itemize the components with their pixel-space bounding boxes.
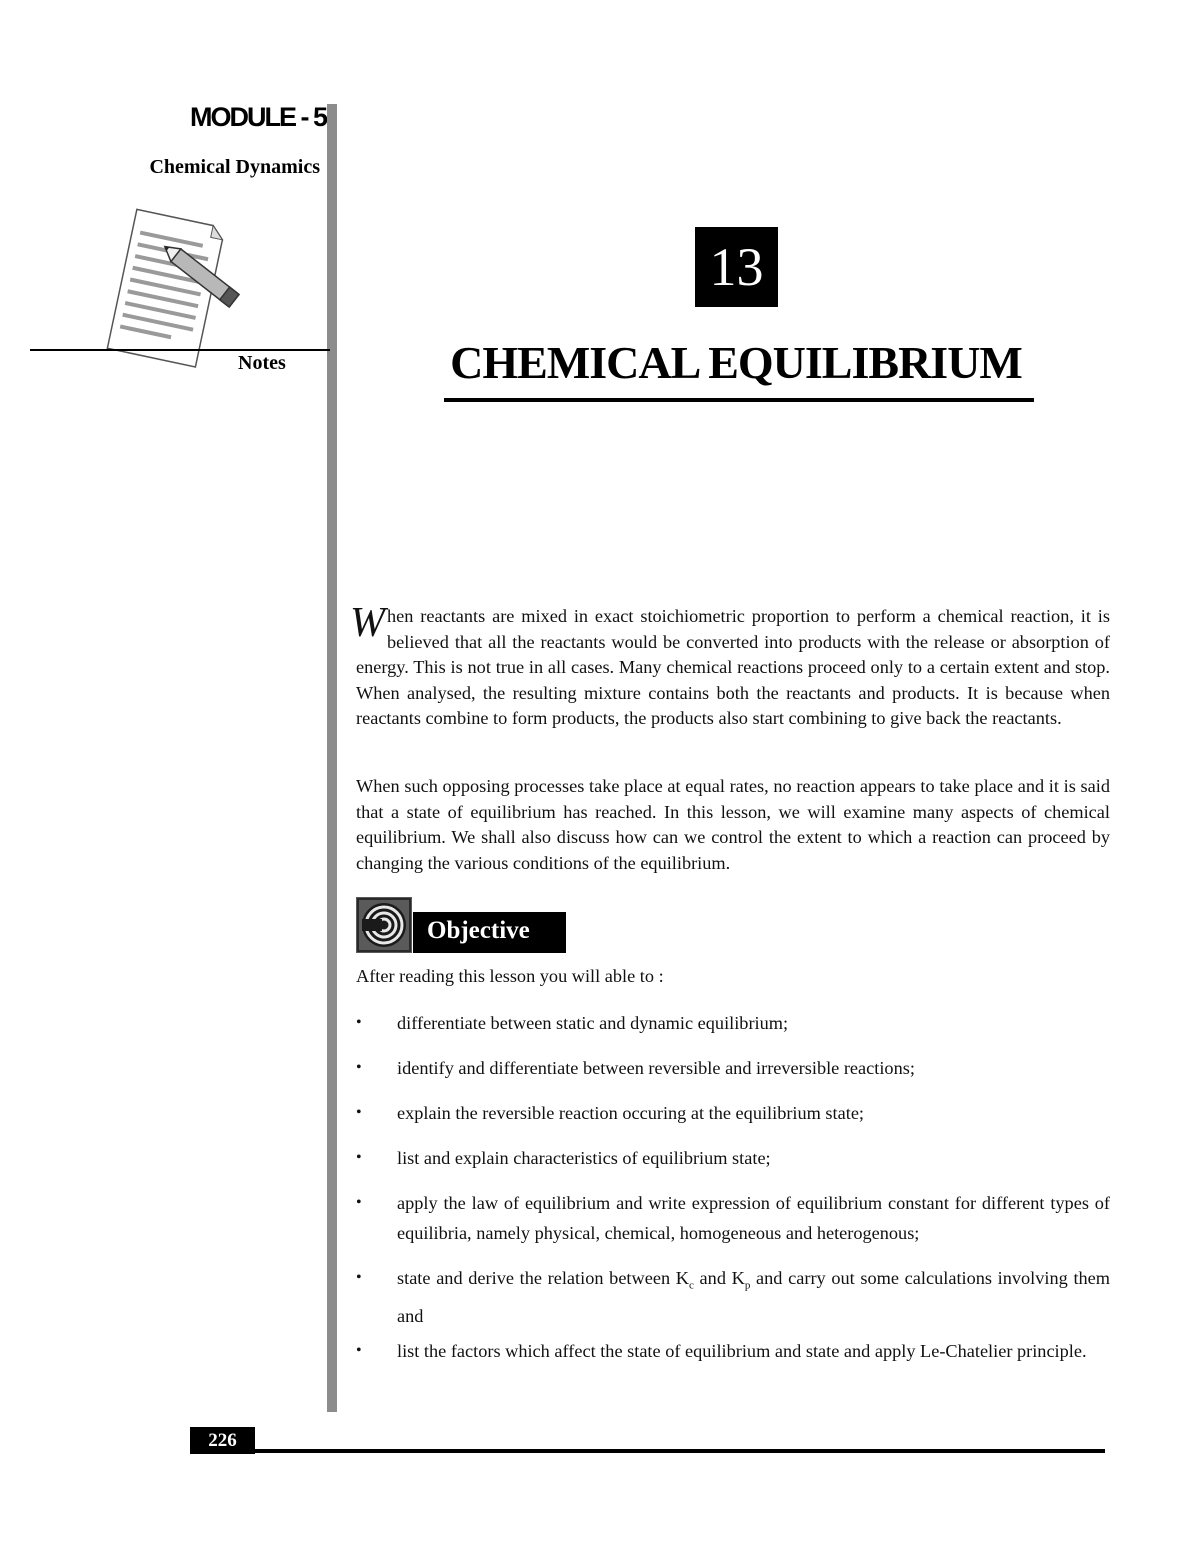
margin-vertical-rule — [327, 104, 337, 1412]
list-item-text: apply the law of equilibrium and write expression of equilibrium constant for different types of equilibria, namely physical, chemical, homogeneous and heterogenous; — [397, 1193, 1110, 1243]
intro-paragraph-1-text: hen reactants are mixed in exact stoichiometric proportion to perform a chemical reaction, it is believed that all the reactants would be converted into products with the release or absorption of energy. This is not true in all cases. Many chemical reactions proceed only to a certain extent and stop. When analysed, the resulting mixture contains both the reactants and products. It is because when reactants combine to form products, the products also start combining to give back the reactants. — [356, 606, 1110, 729]
list-item — [356, 1336, 1110, 1366]
list-item-text: list and explain characteristics of equilibrium state; — [397, 1148, 771, 1168]
intro-paragraph-2: When such opposing processes take place at equal rates, no reaction appears to take place and it is said that a state of equilibrium has reached. In this lesson, we will examine many aspects of chemical equilibrium. We shall also discuss how can we control the extent to which a reaction can proceed by changing the various conditions of the equilibrium. — [356, 776, 1110, 873]
chapter-number-badge: 13 — [695, 227, 778, 307]
list-item — [356, 1008, 1110, 1038]
bullet-icon: • — [356, 1014, 362, 1031]
list-item — [356, 1143, 1110, 1173]
notes-label: Notes — [238, 352, 286, 374]
objective-target-icon — [356, 897, 412, 953]
objective-intro: After reading this lesson you will able to : — [356, 966, 664, 986]
list-item-text: list the factors which affect the state of equilibrium and state and apply Le-Chatelier principle. — [397, 1341, 1087, 1361]
list-item-text: identify and differentiate between reversible and irreversible reactions; — [397, 1058, 915, 1078]
kp-subscript: p — [744, 1279, 751, 1292]
drop-cap: W — [350, 600, 385, 646]
intro-paragraph-1 — [350, 600, 1110, 732]
kc-kp-text-mid: and K — [693, 1268, 745, 1288]
footer-rule — [255, 1449, 1105, 1453]
bullet-icon: • — [356, 1342, 362, 1359]
module-subject: Chemical Dynamics — [149, 156, 320, 178]
list-item — [356, 1098, 1110, 1128]
bullet-icon: • — [356, 1269, 362, 1286]
notes-rule — [30, 349, 330, 351]
bullet-icon: • — [356, 1104, 362, 1121]
bullet-icon: • — [356, 1059, 362, 1076]
kc-subscript: c — [688, 1279, 694, 1292]
list-item — [356, 1188, 1110, 1248]
bullet-icon: • — [356, 1149, 362, 1166]
list-item-text — [397, 1263, 1110, 1331]
module-title: MODULE - 5 — [189, 102, 326, 132]
notes-pencil-icon — [70, 208, 250, 378]
chapter-title: CHEMICAL EQUILIBRIUM — [450, 337, 1022, 388]
list-item-text: differentiate between static and dynamic equilibrium; — [397, 1013, 789, 1033]
kc-kp-text-start: state and derive the relation between K — [397, 1268, 689, 1288]
page-number: 226 — [190, 1427, 255, 1454]
list-item — [356, 1263, 1110, 1331]
bullet-icon: • — [356, 1194, 362, 1211]
list-item-text: explain the reversible reaction occuring at the equilibrium state; — [397, 1103, 865, 1123]
title-underline — [444, 398, 1034, 402]
kc-kp-text-end: and carry out some calculations involving them and — [397, 1268, 1111, 1326]
list-item — [356, 1053, 1110, 1083]
objective-heading: Objective — [413, 912, 566, 953]
